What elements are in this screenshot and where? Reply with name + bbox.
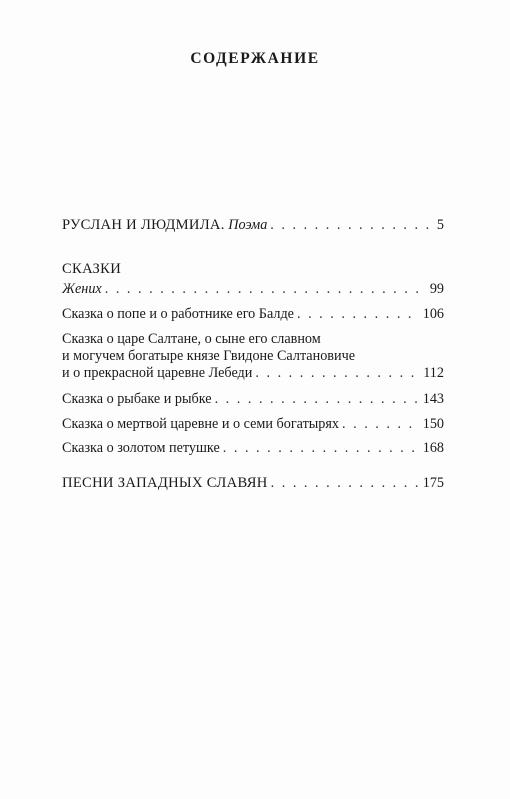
toc-entry-multiline [62,331,444,382]
leader-dots [105,281,427,298]
toc-title: и о прекрасной царевне Лебеди [62,365,253,381]
toc-entry [62,281,444,298]
toc-page-number: 112 [423,365,444,381]
section-label-skazki: СКАЗКИ [62,261,122,277]
toc-title: Сказка о мертвой царевне и о семи богатырях [62,416,340,432]
toc-title: Сказка о рыбаке и рыбке [62,391,212,407]
toc-entry [62,416,444,433]
toc-title-line: Сказка о царе Салтане, о сыне его славном [62,331,321,347]
toc-page-number: 175 [422,475,444,491]
toc-subtitle-poema: Поэма [228,217,268,233]
leader-dots [342,416,420,433]
toc-page-number: 5 [436,217,444,233]
toc-page-number: 99 [429,281,444,297]
toc-entry [62,440,444,457]
toc-entry-ruslan [62,217,444,234]
leader-dots [271,475,420,492]
toc-title-pesni: ПЕСНИ ЗАПАДНЫХ СЛАВЯН [62,475,268,491]
toc-page-number: 106 [422,306,444,322]
leader-dots [215,391,420,408]
toc-page-number: 143 [422,391,444,407]
toc-title-ruslan: РУСЛАН И ЛЮДМИЛА. [62,217,225,233]
leader-dots [297,306,420,323]
leader-dots [255,365,420,382]
contents-heading: СОДЕРЖАНИЕ [190,50,320,67]
toc-title: Сказка о золотом петушке [62,440,220,456]
toc-page-number: 150 [422,416,444,432]
toc-title-line: и могучем богатыре князе Гвидоне Салтановиче [62,348,356,364]
toc-title: Сказка о попе и о работнике его Балде [62,306,294,322]
toc-entry [62,391,444,408]
toc-page-number: 168 [422,440,444,456]
leader-dots [223,440,420,457]
toc-entry [62,306,444,323]
leader-dots [270,217,434,234]
toc-entry-pesni [62,475,444,492]
toc-title: Жених [62,281,102,297]
